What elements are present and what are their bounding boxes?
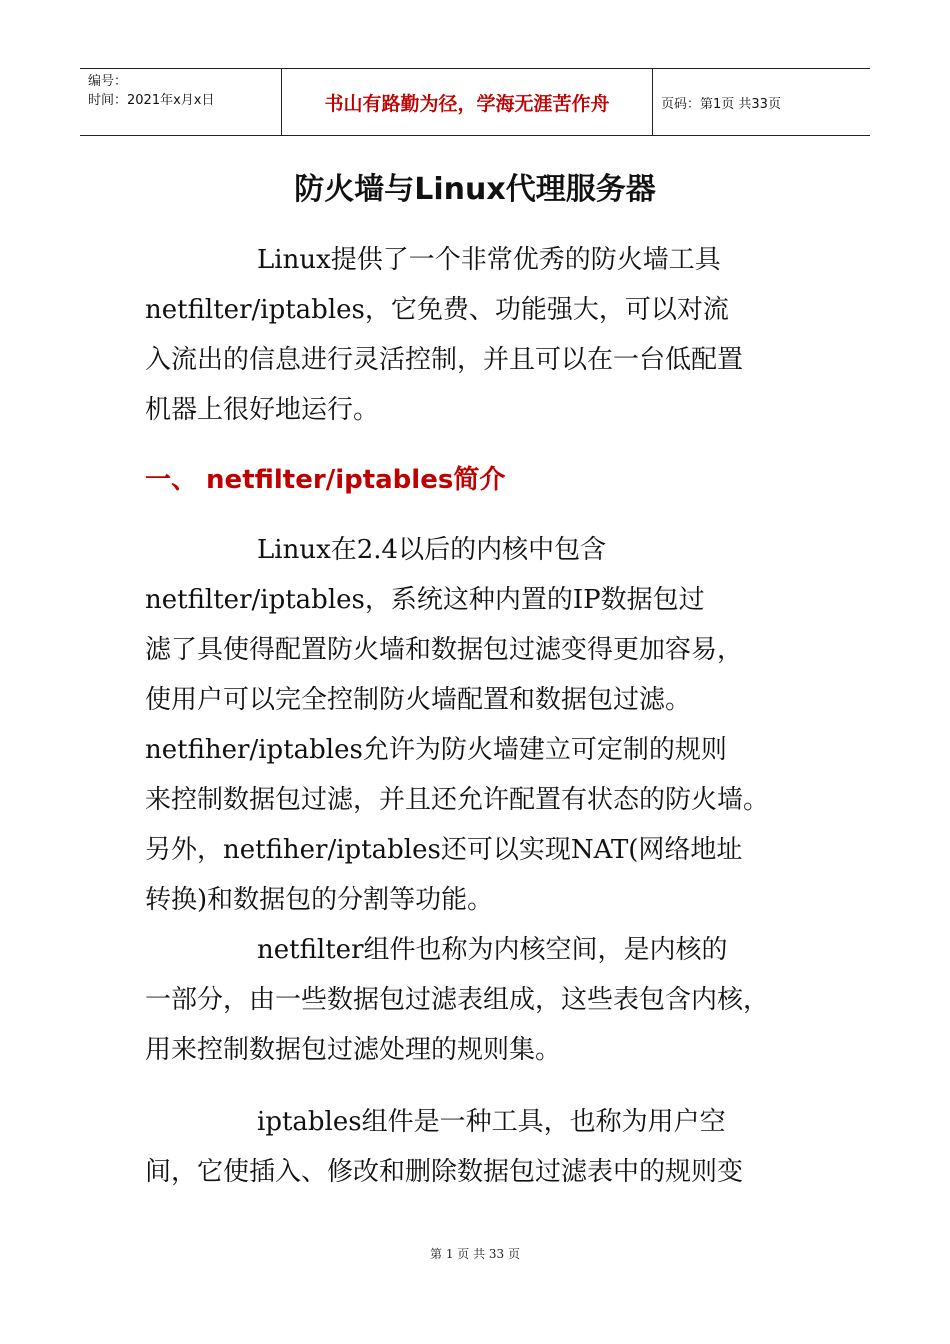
text-line: Linux提供了一个非常优秀的防火墙工具	[257, 245, 721, 275]
text-line: 间，它使插入、修改和删除数据包过滤表中的规则变	[145, 1157, 744, 1187]
intro-paragraph	[145, 235, 845, 435]
text-line: 用来控制数据包过滤处理的规则集。	[145, 1035, 562, 1065]
header-meta-cell	[80, 69, 282, 135]
text-line: netfilter/iptables，系统这种内置的IP数据包过	[145, 585, 705, 615]
header-motto-cell	[282, 69, 653, 135]
body-paragraph	[145, 1097, 845, 1197]
document-body	[145, 235, 845, 1197]
page-footer: 第 1 页 共 33 页	[430, 1247, 520, 1261]
text-line: 滤了具使得配置防火墙和数据包过滤变得更加容易，	[145, 635, 744, 665]
page-info: 页码：第1页 共33页	[661, 96, 781, 112]
document-title: 防火墙与Linux代理服务器	[294, 172, 656, 207]
page-header	[80, 68, 870, 136]
body-paragraph	[145, 925, 845, 1075]
text-line: netfilter组件也称为内核空间，是内核的	[257, 935, 728, 965]
time-label: 时间：2021年x月x日	[88, 93, 215, 108]
number-label: 编号：	[88, 74, 128, 89]
body-paragraph	[145, 525, 845, 925]
text-line: netfiher/iptables允许为防火墙建立可定制的规则	[145, 735, 727, 765]
text-line: 机器上很好地运行。	[145, 395, 380, 425]
text-line: 转换)和数据包的分割等功能。	[145, 885, 494, 915]
text-line: 使用户可以完全控制防火墙配置和数据包过滤。	[145, 685, 692, 715]
motto-text: 书山有路勤为径，学海无涯苦作舟	[324, 92, 610, 115]
section-heading: 一、 netfilter/iptables简介	[145, 465, 506, 495]
header-page-cell	[653, 69, 870, 135]
text-line: Linux在2.4以后的内核中包含	[257, 535, 607, 565]
text-line: iptables组件是一种工具，也称为用户空	[257, 1107, 726, 1137]
text-line: netfilter/iptables，它免费、功能强大，可以对流	[145, 295, 729, 325]
text-line: 入流出的信息进行灵活控制，并且可以在一台低配置	[145, 345, 744, 375]
text-line: 来控制数据包过滤，并且还允许配置有状态的防火墙。	[145, 785, 770, 815]
text-line: 另外，netfiher/iptables还可以实现NAT(网络地址	[145, 835, 743, 865]
text-line: 一部分，由一些数据包过滤表组成，这些表包含内核，	[145, 985, 770, 1015]
